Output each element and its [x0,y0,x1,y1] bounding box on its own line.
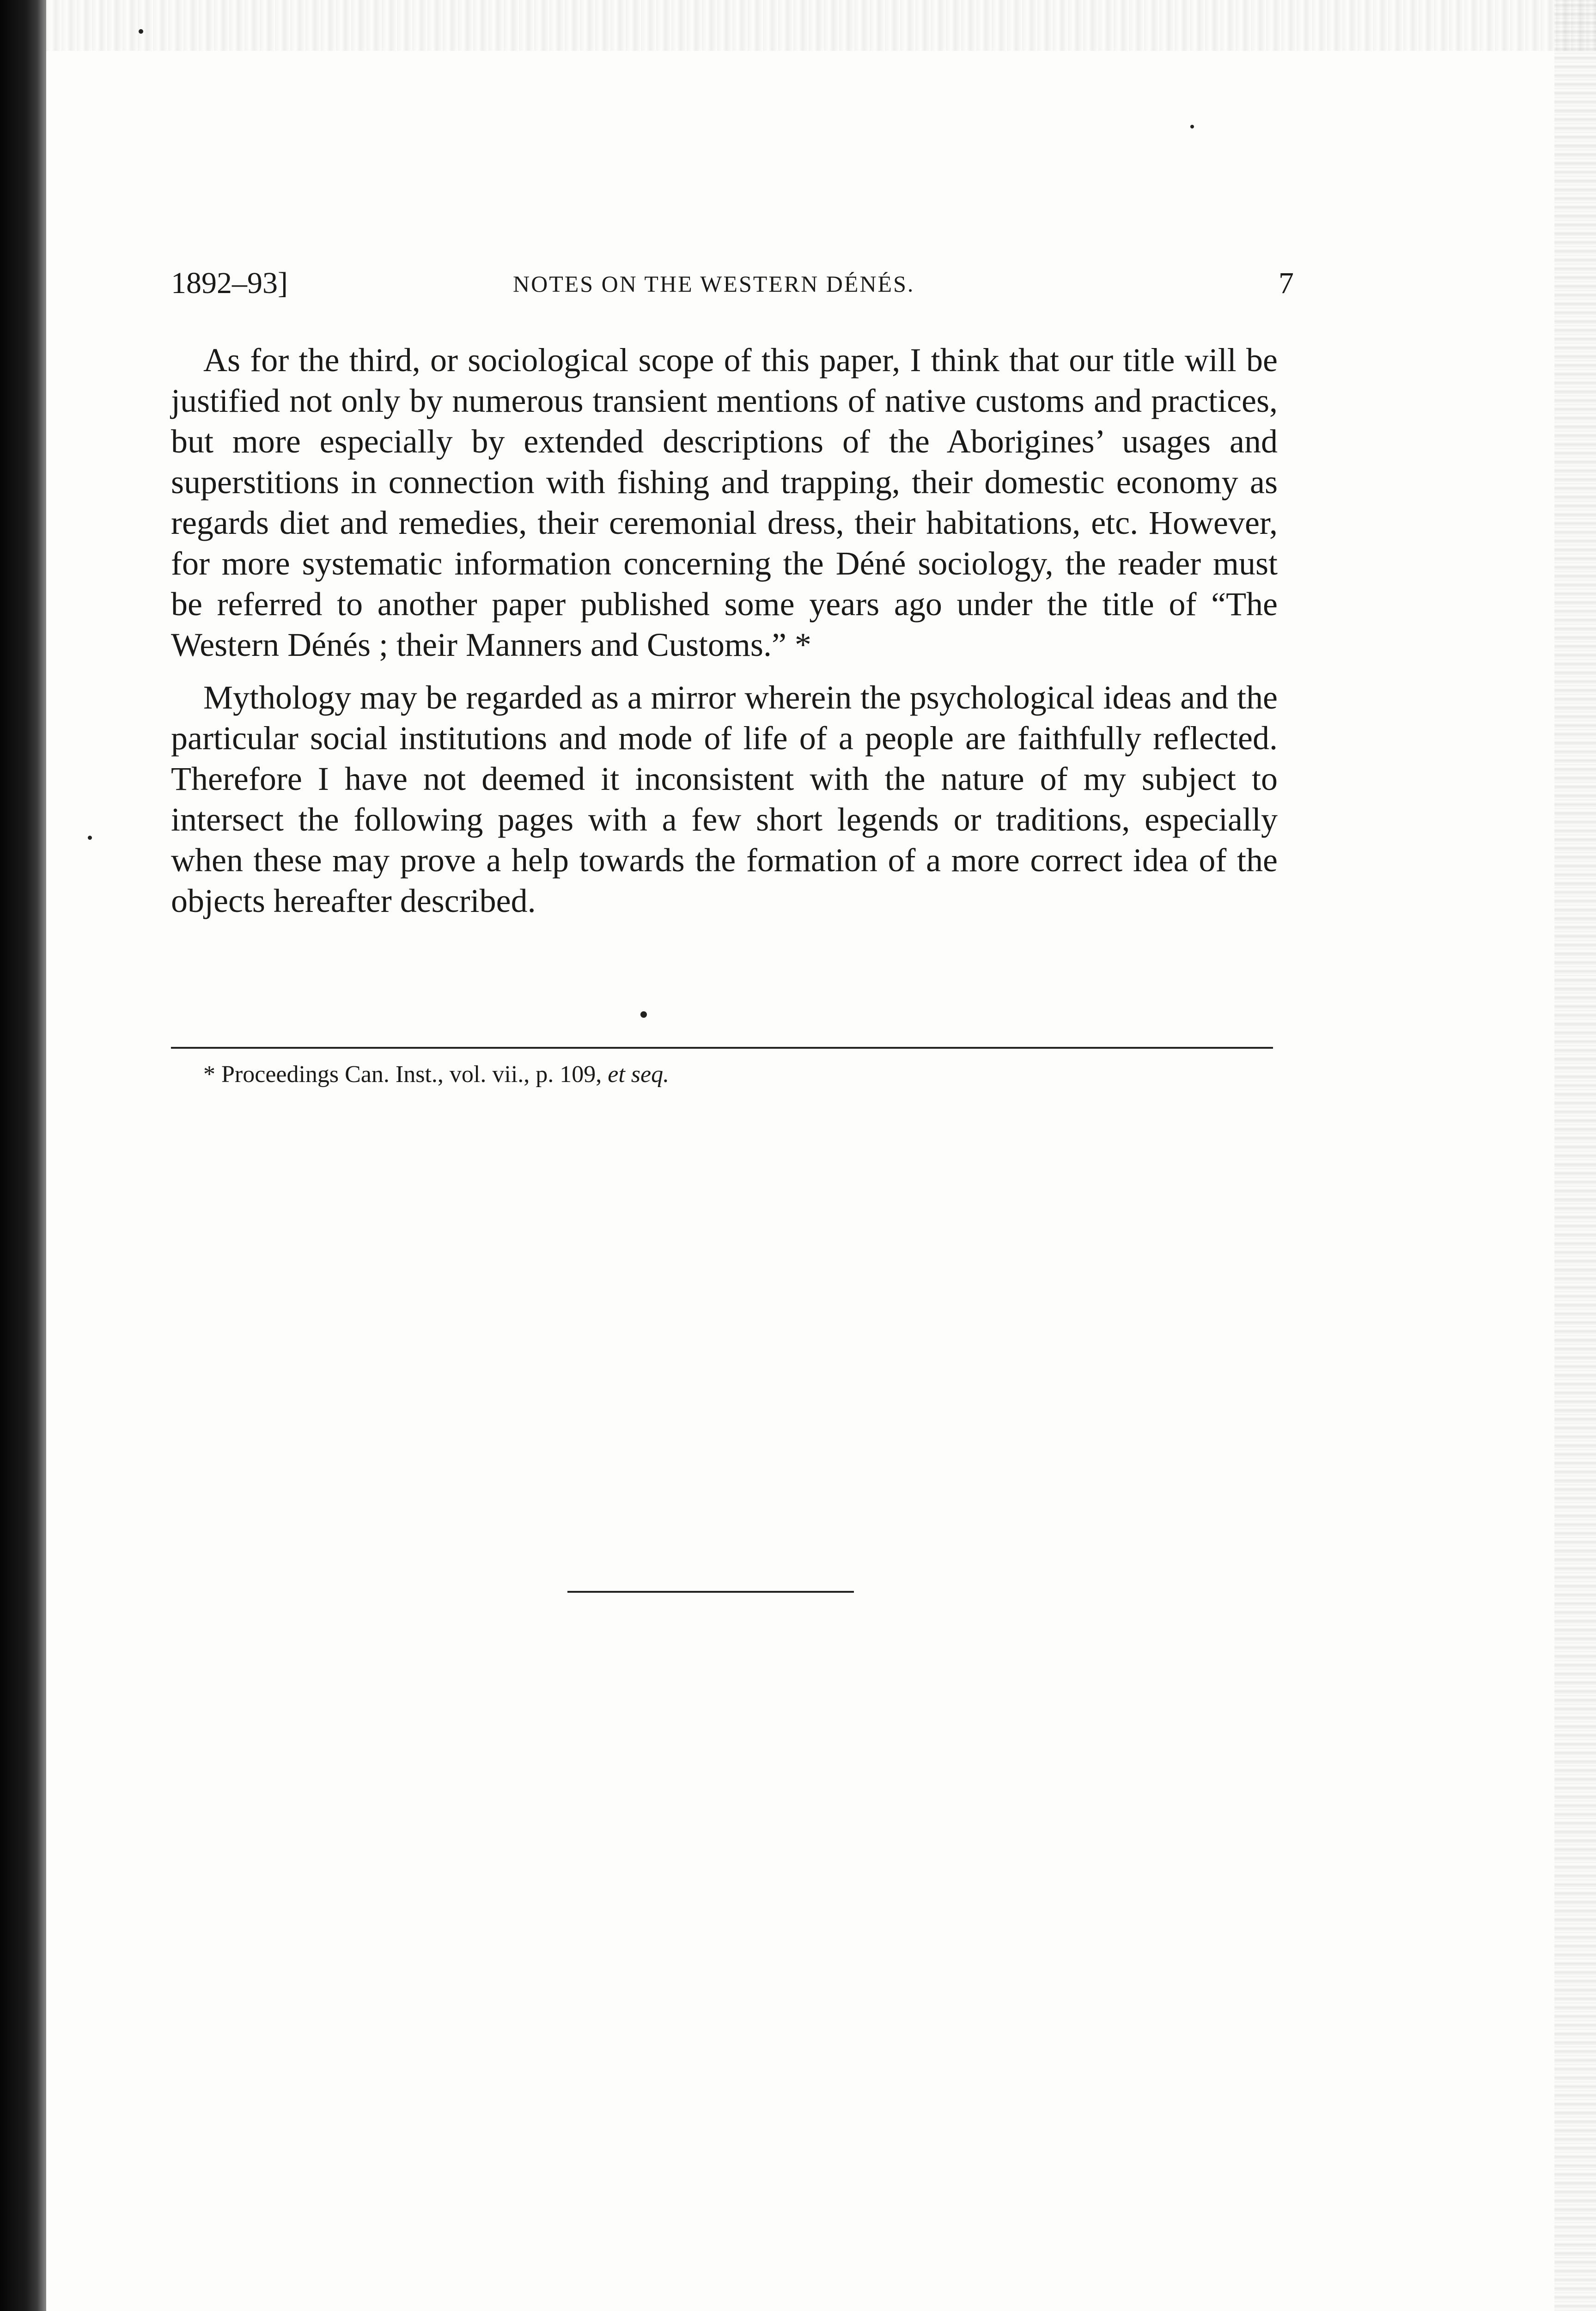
ink-speck [139,29,143,34]
footnote [203,1058,1266,1091]
body-text [171,340,1278,921]
ink-speck [1190,125,1194,128]
paragraph-sociological-scope: As for the third, or sociological scope of this paper, I think that our title will be justified not only by numerous transient mentions of native customs and practices, but more especially by extended descriptions of the Aborigines’ usages and superstitions in connection with fishing and trapping, their domestic economy as regards diet and remedies, their ceremonial dress, their habitations, etc. However, for more systematic information concerning the Déné sociology, the reader must be referred to another paper published some years ago under the title of “The Western Dénés ; their Manners and Customs.” * [171,342,1278,663]
page-number: 7 [1279,266,1294,300]
footnote-text: * Proceedings Can. Inst., vol. vii., p. 109, [203,1061,602,1088]
footnote-rule [171,1047,1273,1049]
ink-speck [640,1011,647,1018]
scan-noise-right [1554,0,1596,2311]
running-head-year: 1892–93] [171,266,288,300]
scan-noise-top [46,0,1596,51]
paragraph-mythology: Mythology may be regarded as a mirror wherein the psychological ideas and the particular social institutions and mode of life of a people are faithfully reflected. Therefore I have not deemed it inconsistent with the nature of my subject to intersect the following pages with a few short legends or traditions, especially when these may prove a help towards the formation of a more correct idea of the objects hereafter described. [171,679,1278,919]
end-rule [567,1591,854,1593]
binding-edge [0,0,46,2311]
running-head-title: NOTES ON THE WESTERN DÉNÉS. [513,271,915,297]
ink-speck [88,836,92,840]
running-head [171,266,1294,307]
footnote-italic: et seq. [608,1061,670,1088]
